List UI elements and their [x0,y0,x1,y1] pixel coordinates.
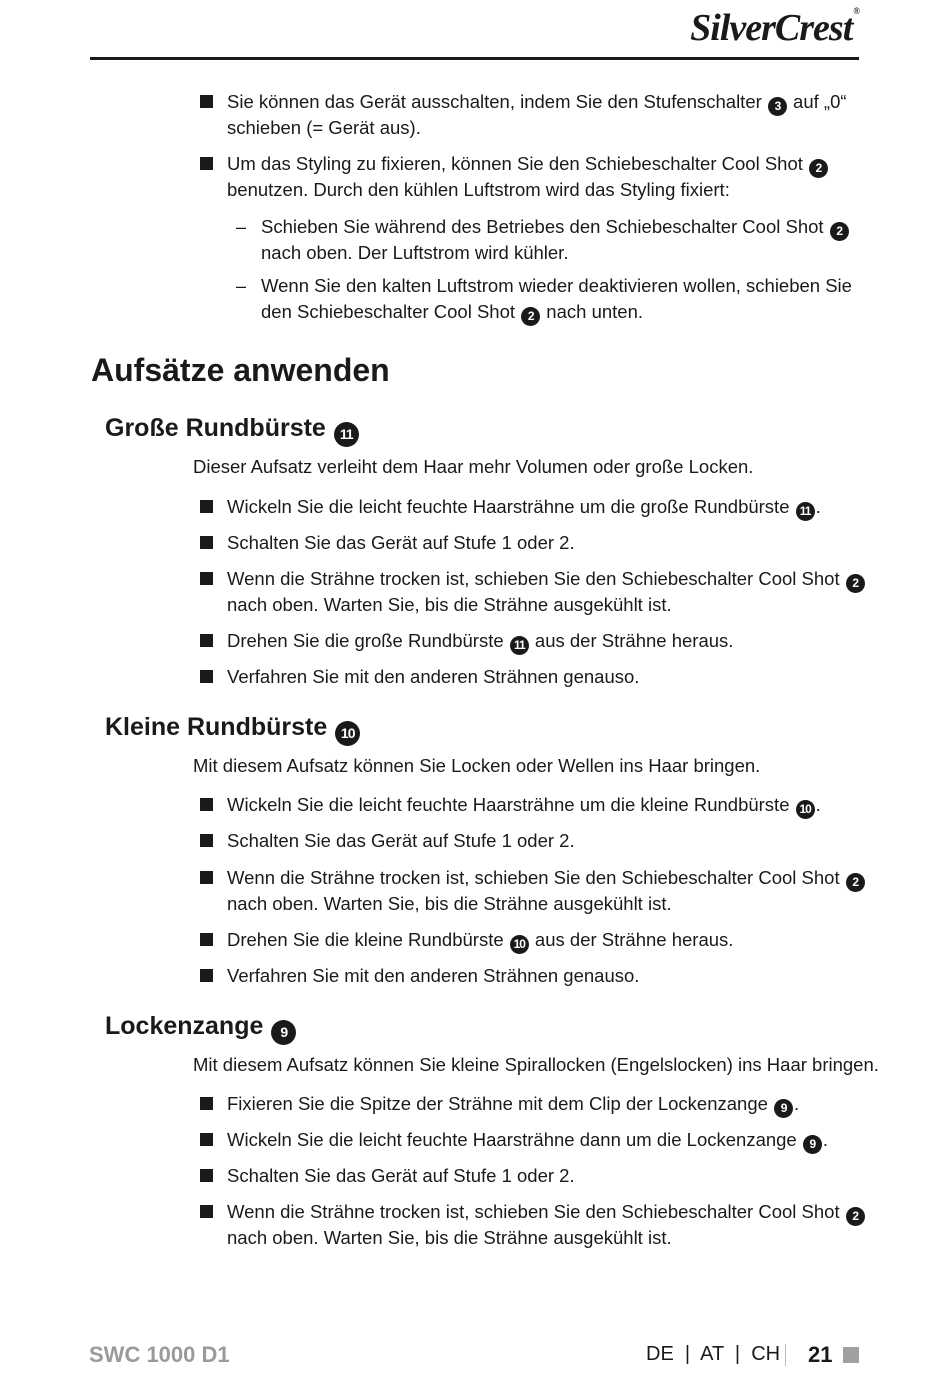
klein-bullet-3-line2: nach oben. Warten Sie, bis die Strähne ausgekühlt ist. [227,893,672,914]
subsection-title-locken: Lockenzange 9 [105,1009,297,1045]
bullet-square [200,1133,213,1146]
bullet-square [200,871,213,884]
footer-divider [785,1344,786,1366]
subsection-title-klein: Kleine Rundbürste 10 [105,710,361,746]
locken-bullet-2: Wickeln Sie die leicht feuchte Haarsträhne dann um die Lockenzange 9 . [227,1127,828,1154]
klein-description: Mit diesem Aufsatz können Sie Locken oder Wellen ins Haar bringen. [193,755,761,776]
locken-bullet-1: Fixieren Sie die Spitze der Strähne mit dem Clip der Lockenzange 9 . [227,1091,799,1118]
gross-bullet-5: Verfahren Sie mit den anderen Strähnen genauso. [227,666,640,687]
bullet-square [200,834,213,847]
bullet-square [200,634,213,647]
bullet-square [200,500,213,513]
gross-bullet-2: Schalten Sie das Gerät auf Stufe 1 oder 2. [227,532,575,553]
bullet-square [200,670,213,683]
section-title: Aufsätze anwenden [91,352,390,388]
klein-bullet-1: Wickeln Sie die leicht feuchte Haarsträhne um die kleine Rundbürste 10 . [227,792,821,819]
bullet-square [200,1169,213,1182]
dash-marker: – [236,217,247,237]
gross-bullet-3-line2: nach oben. Warten Sie, bis die Strähne ausgekühlt ist. [227,594,672,615]
bullet-square [200,1205,213,1218]
bullet-square [200,157,213,170]
locken-bullet-4-line2: nach oben. Warten Sie, bis die Strähne ausgekühlt ist. [227,1227,672,1248]
bullet-square [200,95,213,108]
intro-bullet-2-line2: benutzen. Durch den kühlen Luftstrom wird das Styling fixiert: [227,179,730,200]
dash-marker: – [236,276,247,296]
gross-bullet-3: Wenn die Strähne trocken ist, schieben Sie den Schiebeschalter Cool Shot 2 [227,566,866,593]
intro-dash-1-line2: nach oben. Der Luftstrom wird kühler. [261,242,569,263]
intro-dash-2: Wenn Sie den kalten Luftstrom wieder deaktivieren wollen, schieben Sie [261,275,852,296]
footer-model: SWC 1000 D1 [89,1342,230,1367]
locken-bullet-3: Schalten Sie das Gerät auf Stufe 1 oder 2. [227,1165,575,1186]
footer-square-mark [843,1347,859,1363]
bullet-square [200,969,213,982]
gross-bullet-4: Drehen Sie die große Rundbürste 11 aus der Strähne heraus. [227,628,733,655]
locken-description: Mit diesem Aufsatz können Sie kleine Spirallocken (Engelslocken) ins Haar bringen. [193,1054,879,1075]
klein-bullet-2: Schalten Sie das Gerät auf Stufe 1 oder 2. [227,830,575,851]
gross-description: Dieser Aufsatz verleiht dem Haar mehr Volumen oder große Locken. [193,456,754,477]
page-number: 21 [808,1342,833,1367]
klein-bullet-3: Wenn die Strähne trocken ist, schieben Sie den Schiebeschalter Cool Shot 2 [227,865,866,892]
intro-bullet-2: Um das Styling zu fixieren, können Sie den Schiebeschalter Cool Shot 2 [227,151,829,178]
intro-bullet-1: Sie können das Gerät ausschalten, indem Sie den Stufenschalter 3 auf „0“ [227,89,847,116]
klein-bullet-4: Drehen Sie die kleine Rundbürste 10 aus der Strähne heraus. [227,927,733,954]
bullet-square [200,1097,213,1110]
bullet-square [200,572,213,585]
bullet-square [200,536,213,549]
intro-dash-2-line2: den Schiebeschalter Cool Shot 2 nach unten. [261,299,643,326]
gross-bullet-1: Wickeln Sie die leicht feuchte Haarsträhne um die große Rundbürste 11 . [227,494,821,521]
footer-languages: DE | AT | CH [646,1343,781,1365]
klein-bullet-5: Verfahren Sie mit den anderen Strähnen genauso. [227,965,640,986]
intro-dash-1: Schieben Sie während des Betriebes den Schiebeschalter Cool Shot 2 [261,214,850,241]
header-rule [90,57,859,60]
bullet-square [200,933,213,946]
bullet-square [200,798,213,811]
subsection-title-gross: Große Rundbürste 11 [105,411,360,447]
brand-logo: SilverCrest® [690,6,859,49]
locken-bullet-4: Wenn die Strähne trocken ist, schieben Sie den Schiebeschalter Cool Shot 2 [227,1199,866,1226]
intro-bullet-1-line2: schieben (= Gerät aus). [227,117,421,138]
